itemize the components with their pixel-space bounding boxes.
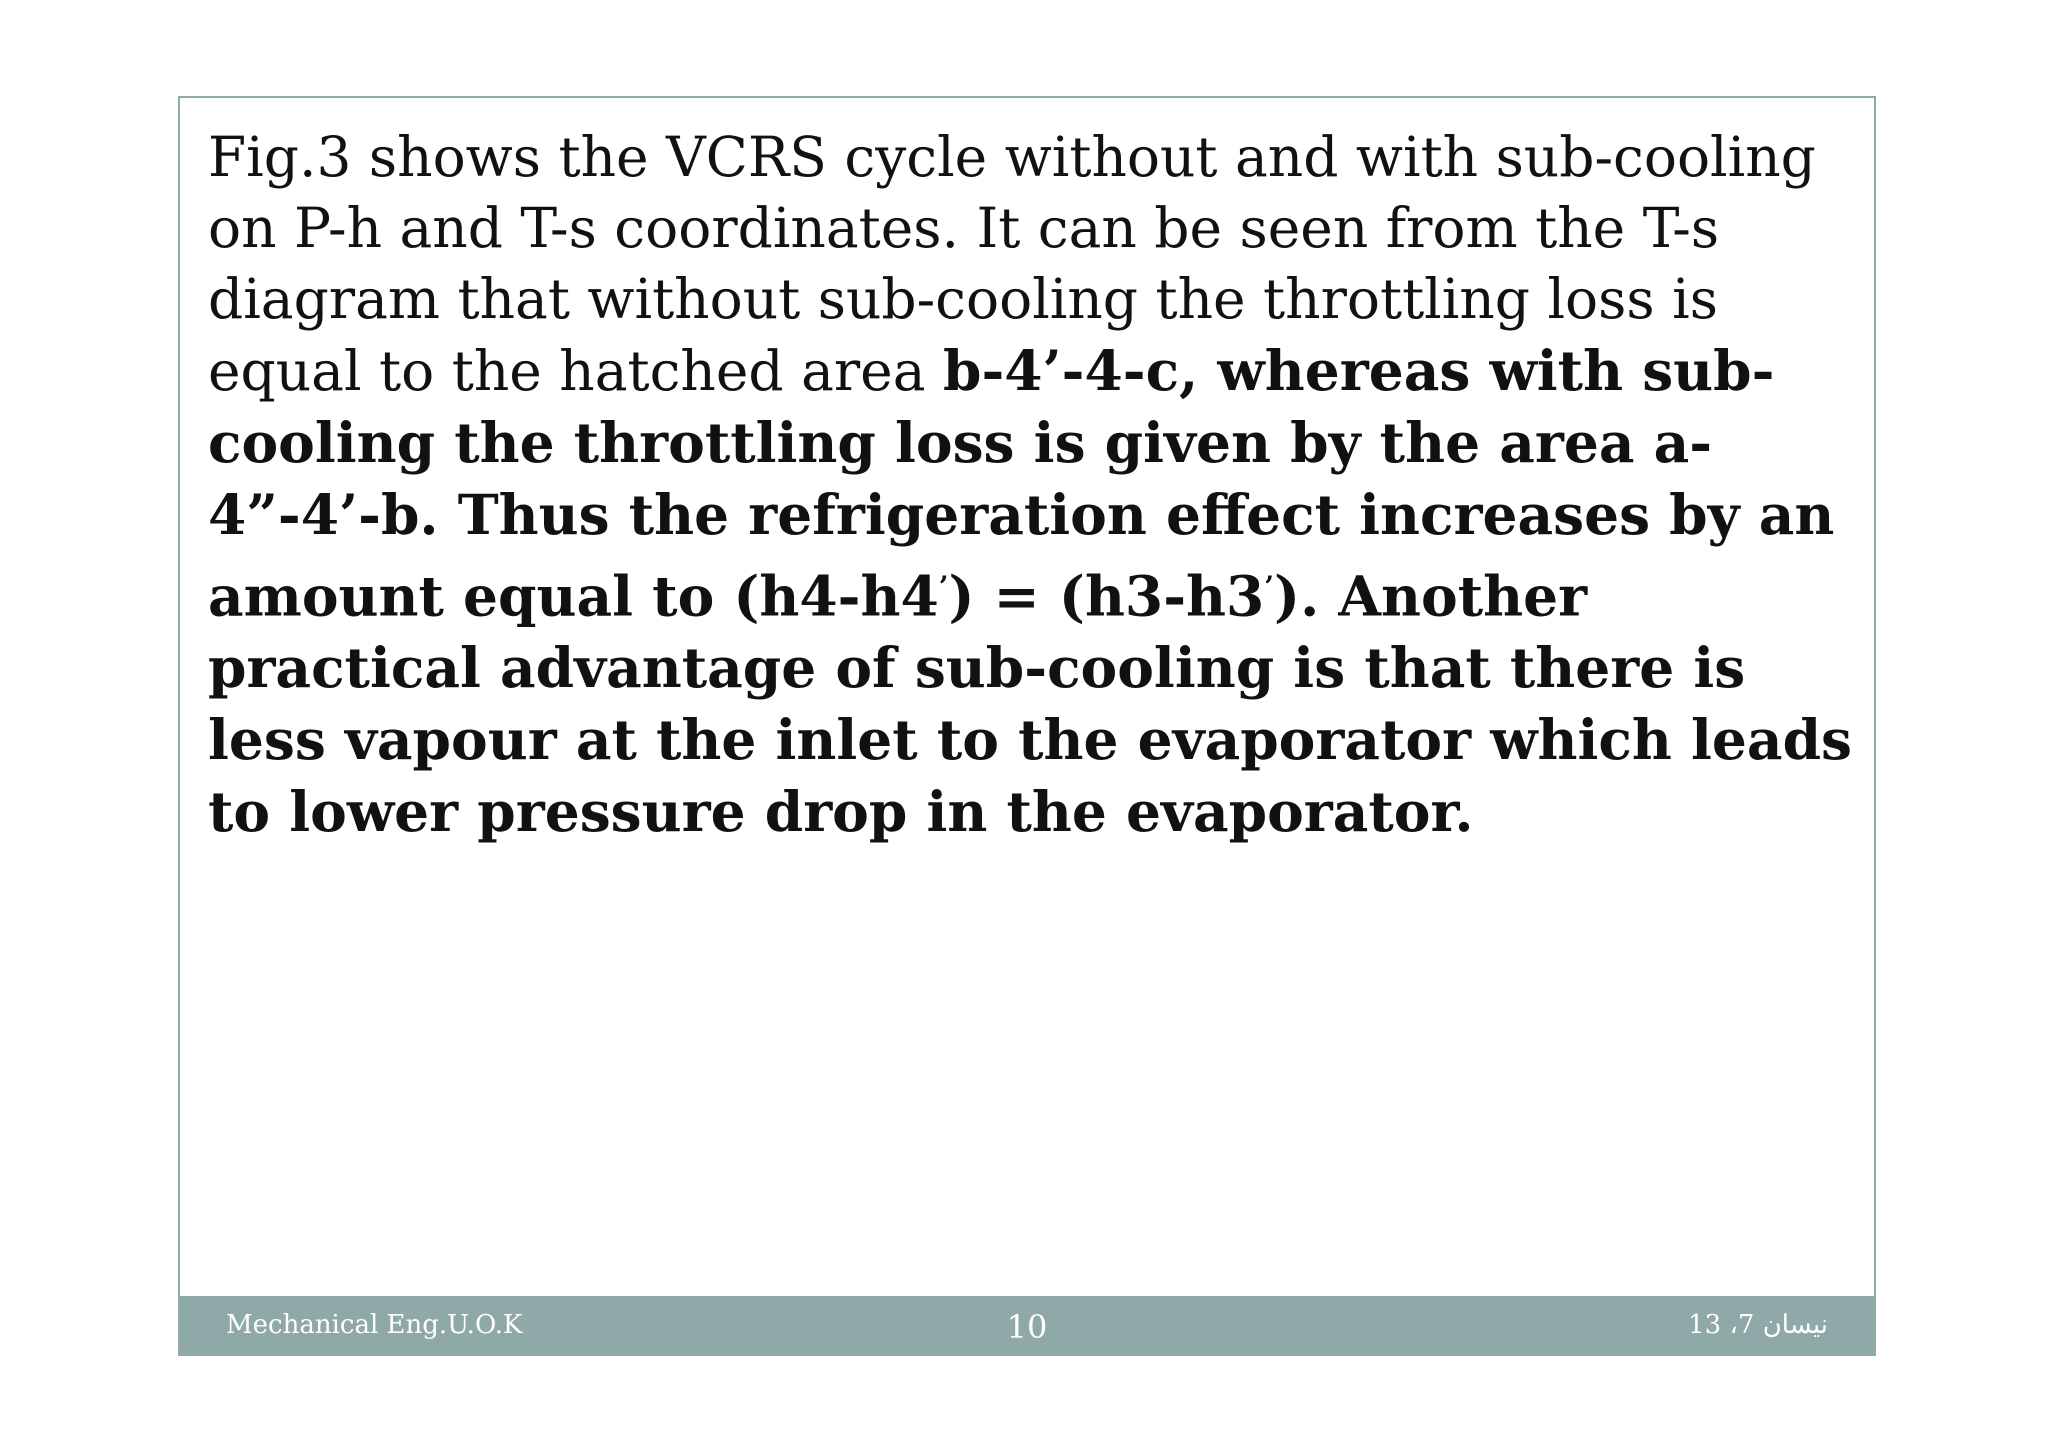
body-bold-text-1: b-4’-4-c, whereas with sub-cooling the throttling loss is given by the area a-4”-4’-b. Thus the refrigeration effect increases by an amount equal to (h4-h4 (208, 338, 1835, 629)
prime-mark-1: ’ (938, 570, 949, 603)
body-normal-text: Fig.3 shows the VCRS cycle without and with sub-cooling on P-h and T-s coordinates. It can be seen from the T-s diagram that without sub-cooling the throttling loss is equal to the hatched area (208, 125, 1816, 403)
slide-body-text (208, 122, 1858, 848)
prime-mark-2: ’ (1264, 570, 1275, 603)
body-bold-text-3: ). Another practical advantage of sub-cooling is that there is less vapour at the inlet to the evaporator which leads to lower pressure drop in the evaporator. (208, 563, 1852, 845)
footer-page-number: 10 (1006, 1308, 1048, 1346)
slide-frame (178, 96, 1876, 1356)
body-bold-text-2: ) = (h3-h3 (948, 563, 1265, 629)
footer-institution: Mechanical Eng.U.O.K (226, 1310, 523, 1340)
footer-date: نيسان 7، 13 (1688, 1310, 1828, 1340)
slide-footer (180, 1296, 1874, 1354)
